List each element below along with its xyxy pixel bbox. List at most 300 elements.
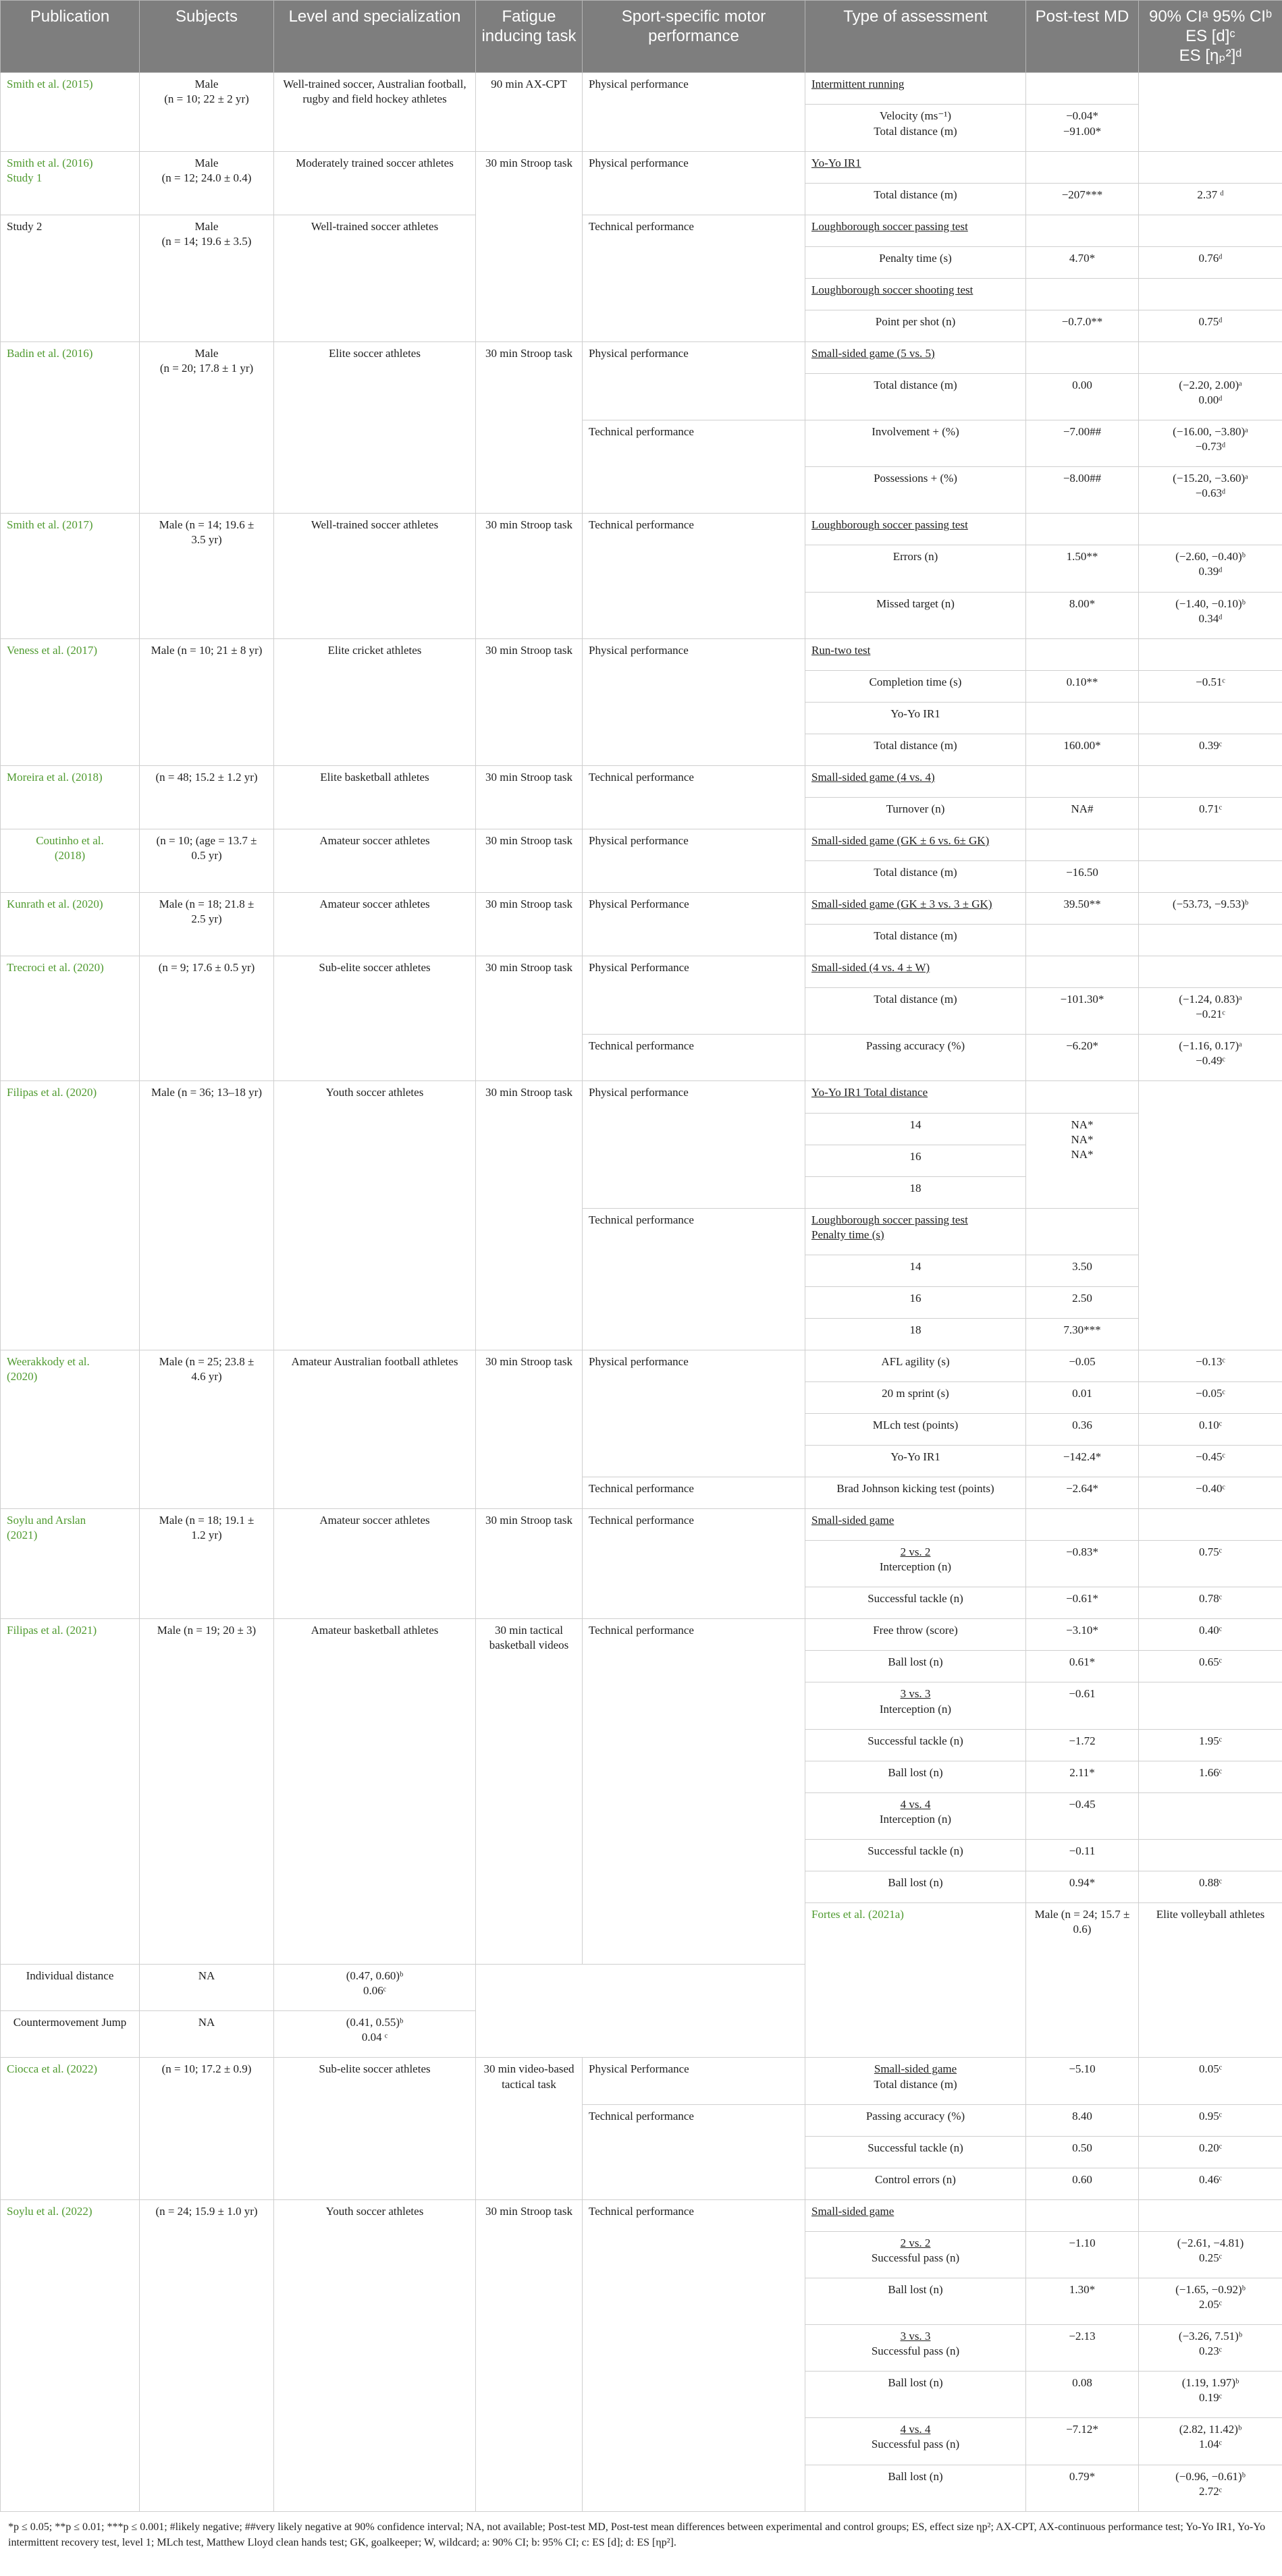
sport-performance-cell: [583, 1035, 805, 1081]
assessment-cell: [805, 860, 1026, 892]
assessment-text: 16: [909, 1149, 922, 1163]
fatigue-task-text: 30 min Stroop task: [485, 1354, 572, 1368]
ci-es-cell: [1139, 514, 1282, 545]
header-level-specialization: Level and specialization: [274, 1, 476, 73]
publication-cell: [1, 1509, 140, 1619]
sport-performance-text: Technical performance: [589, 518, 694, 532]
publication-text: Trecroci et al. (2020): [7, 961, 104, 975]
table-row: [1, 893, 1282, 925]
sport-performance-cell: [583, 638, 805, 765]
assessment-cell: [805, 73, 1026, 105]
ci-es-text: 0.20ᶜ: [1198, 2141, 1223, 2154]
assessment-text: Total distance (m): [874, 929, 957, 943]
ci-es-text: −0.63ᵈ: [1195, 487, 1226, 500]
table-row: [1, 514, 1282, 545]
post-test-md-cell: [1026, 765, 1139, 797]
fatigue-task-text: 30 min Stroop task: [485, 156, 572, 169]
post-test-md-text: −0.45: [1069, 1797, 1096, 1811]
post-test-md-text: −0.61: [1069, 1687, 1096, 1701]
fatigue-task-cell: [476, 1350, 583, 1508]
subjects-text: Male: [194, 156, 219, 169]
post-test-md-text: −7.12*: [1066, 2423, 1098, 2436]
post-test-md-cell: [1026, 73, 1139, 105]
publication-cell: [1, 1350, 140, 1508]
assessment-text: Errors (n): [892, 550, 938, 564]
post-test-md-cell: [1026, 670, 1139, 702]
publication-text: (2021): [7, 1529, 38, 1542]
assessment-cell: [805, 1477, 1026, 1509]
assessment-text: 14: [909, 1259, 922, 1273]
sport-performance-text: Physical performance: [589, 78, 689, 91]
publication-text: Coutinho et al.: [36, 833, 104, 847]
subjects-text: 0.6): [1073, 1923, 1092, 1936]
assessment-cell: [805, 514, 1026, 545]
ci-es-cell: [1139, 1035, 1282, 1081]
post-test-md-cell: [1026, 1729, 1139, 1761]
sport-performance-text: Technical performance: [589, 1624, 694, 1637]
ci-es-cell: [1139, 1619, 1282, 1651]
publication-text: (2020): [7, 1370, 38, 1383]
level-text: Amateur soccer athletes: [319, 898, 430, 911]
assessment-text: Brad Johnson kicking test (points): [836, 1482, 994, 1496]
fatigue-task-text: 30 min Stroop task: [485, 643, 572, 657]
sport-performance-text: Technical performance: [589, 1482, 694, 1496]
ci-es-text: −0.05ᶜ: [1196, 1386, 1225, 1400]
assessment-text: Loughborough soccer passing test: [811, 518, 968, 532]
ci-es-text: 0.71ᶜ: [1198, 802, 1223, 815]
assessment-text: Total distance (m): [874, 865, 957, 879]
sport-performance-text: Physical performance: [589, 643, 689, 657]
subjects-cell: [140, 341, 274, 513]
assessment-cell: [805, 988, 1026, 1035]
assessment-text: Small-sided game (4 vs. 4): [811, 770, 935, 784]
assessment-cell: [805, 1792, 1026, 1839]
post-test-md-cell: [1026, 1286, 1139, 1318]
post-test-md-cell: [1026, 246, 1139, 278]
assessment-cell: [805, 2199, 1026, 2231]
assessment-text: Small-sided game (5 vs. 5): [811, 346, 935, 360]
post-test-md-text: −0.61*: [1066, 1592, 1098, 1606]
level-text: Amateur soccer athletes: [319, 1514, 430, 1527]
assessment-text: Penalty time (s): [811, 1228, 884, 1241]
ci-es-cell: [1139, 2104, 1282, 2136]
ci-es-text: 0.40ᶜ: [1198, 1624, 1223, 1637]
publication-text: Filipas et al. (2021): [7, 1624, 97, 1637]
ci-es-cell: [1139, 2168, 1282, 2199]
ci-es-cell: [1139, 2058, 1282, 2104]
fatigue-task-cell: [476, 893, 583, 956]
assessment-text: Free throw (score): [873, 1624, 958, 1637]
assessment-text: 3 vs. 3: [900, 1687, 931, 1701]
post-test-md-text: −0.83*: [1066, 1545, 1098, 1559]
publication-cell: [1, 1081, 140, 1350]
post-test-md-cell: [1026, 988, 1139, 1035]
ci-es-cell: [1139, 1587, 1282, 1619]
assessment-cell: [805, 2136, 1026, 2168]
ci-es-cell: [1139, 310, 1282, 341]
subjects-cell: [140, 638, 274, 765]
ci-es-cell: [1139, 734, 1282, 765]
assessment-text: Successful tackle (n): [867, 1844, 963, 1857]
assessment-cell: [805, 1113, 1026, 1145]
ci-es-cell: [1139, 1477, 1282, 1509]
fatigue-task-cell: [476, 73, 583, 151]
post-test-md-text: 1.50**: [1066, 550, 1098, 564]
assessment-cell: [805, 765, 1026, 797]
sport-performance-cell: [583, 73, 805, 151]
assessment-cell: [805, 1839, 1026, 1871]
subjects-cell: [140, 829, 274, 892]
assessment-text: Total distance (m): [874, 124, 957, 138]
ci-es-cell: [1139, 420, 1282, 467]
post-test-md-cell: [1026, 2278, 1139, 2324]
subjects-text: Male (n = 14; 19.6 ±: [159, 518, 255, 532]
post-test-md-cell: [1026, 2058, 1139, 2104]
publication-cell: [1, 2199, 140, 2511]
assessment-text: 2 vs. 2: [900, 2236, 931, 2249]
assessment-cell: [805, 1446, 1026, 1477]
ci-es-text: (−15.20, −3.60)ᵃ: [1173, 472, 1248, 485]
publication-cell: [1, 893, 140, 956]
subjects-text: 2.5 yr): [191, 912, 222, 926]
assessment-text: Total distance (m): [874, 188, 957, 201]
subjects-cell: [1026, 1902, 1139, 2058]
assessment-cell: [805, 1587, 1026, 1619]
fatigue-task-cell: [476, 638, 583, 765]
level-cell: [274, 1619, 476, 1965]
subjects-text: Male (n = 18; 21.8 ±: [159, 898, 255, 911]
sport-performance-cell: [583, 893, 805, 956]
assessment-cell: [805, 1286, 1026, 1318]
post-test-md-cell: [1026, 1761, 1139, 1792]
assessment-cell: [805, 1255, 1026, 1286]
subjects-cell: [140, 514, 274, 638]
post-test-md-text: −207***: [1061, 188, 1103, 201]
assessment-text: MLch test (points): [872, 1419, 959, 1432]
subjects-text: (n = 20; 17.8 ± 1 yr): [159, 361, 254, 375]
fatigue-task-cell: [476, 341, 583, 513]
post-test-md-cell: [1026, 1208, 1139, 1255]
publication-text: Veness et al. (2017): [7, 643, 98, 657]
ci-es-cell: [1139, 860, 1282, 892]
post-test-md-text: NA: [198, 1969, 215, 1983]
assessment-text: Successful tackle (n): [867, 2141, 963, 2154]
assessment-cell: [805, 893, 1026, 925]
post-test-md-text: 0.79*: [1069, 2469, 1096, 2483]
subjects-cell: [140, 215, 274, 341]
ci-es-text: (−1.16, 0.17)ᵃ: [1179, 1039, 1242, 1053]
sport-performance-text: Physical Performance: [589, 2062, 689, 2076]
sport-performance-cell: [583, 215, 805, 341]
fatigue-task-text: 30 min video-based tactical task: [483, 2062, 575, 2091]
sport-performance-text: Technical performance: [589, 1039, 694, 1053]
level-cell: [274, 514, 476, 638]
ci-es-text: 0.75ᵈ: [1198, 314, 1223, 328]
ci-es-text: 0.75ᶜ: [1198, 1545, 1223, 1559]
fatigue-task-cell: [476, 765, 583, 829]
assessment-cell: [1, 2011, 140, 2058]
sport-performance-text: Technical performance: [589, 1514, 694, 1527]
assessment-text: Small-sided game: [874, 2062, 957, 2076]
post-test-md-text: −3.10*: [1066, 1624, 1098, 1637]
table-row: [1, 765, 1282, 797]
ci-es-text: 0.34ᵈ: [1198, 611, 1223, 625]
table-row: [1, 956, 1282, 988]
post-test-md-text: 160.00*: [1063, 738, 1101, 752]
ci-es-text: 2.72ᶜ: [1198, 2484, 1223, 2498]
assessment-text: Interception (n): [879, 1702, 952, 1716]
ci-es-cell: [1139, 2465, 1282, 2511]
sport-performance-text: Physical performance: [589, 346, 689, 360]
publication-text: Moreira et al. (2018): [7, 770, 103, 784]
sport-performance-text: Technical performance: [589, 770, 694, 784]
subjects-cell: [140, 2199, 274, 2511]
assessment-cell: [805, 1414, 1026, 1446]
assessment-cell: [805, 2325, 1026, 2372]
post-test-md-text: −2.13: [1069, 2330, 1096, 2343]
subjects-cell: [140, 1081, 274, 1350]
subjects-text: Male (n = 10; 21 ± 8 yr): [151, 643, 263, 657]
publication-cell: [1, 215, 140, 341]
ci-es-cell: [1139, 1871, 1282, 1902]
post-test-md-cell: [1026, 1541, 1139, 1587]
subjects-text: 3.5 yr): [191, 533, 222, 547]
ci-es-cell: [1139, 373, 1282, 420]
assessment-text: Turnover (n): [886, 802, 945, 815]
subjects-text: Male (n = 36; 13–18 yr): [151, 1086, 262, 1099]
assessment-cell: [805, 2465, 1026, 2511]
ci-es-cell: [1139, 638, 1282, 670]
assessment-text: Ball lost (n): [888, 2376, 943, 2390]
ci-es-cell: [1139, 1446, 1282, 1477]
subjects-cell: [140, 73, 274, 151]
assessment-text: Possessions + (%): [874, 472, 957, 485]
post-test-md-cell: [1026, 2168, 1139, 2199]
sport-performance-cell: [583, 1619, 805, 1965]
sport-performance-cell: [583, 1081, 805, 1208]
post-test-md-text: 1.30*: [1069, 2282, 1096, 2296]
ci-es-cell: [274, 2011, 476, 2058]
ci-es-text: (1.19, 1.97)ᵇ: [1181, 2376, 1239, 2390]
assessment-text: Small-sided (4 vs. 4 ± W): [811, 961, 930, 975]
assessment-text: Successful tackle (n): [867, 1592, 963, 1606]
table-footnote: *p ≤ 0.05; **p ≤ 0.01; ***p ≤ 0.001; #likely negative; ##very likely negative at 90% confidence interval; NA, not available; Post-test MD, Post-test mean differences between experimental and control groups; ES, effect size ηp²; AX-CPT, AX-continuous performance test; Yo-Yo IR1, Yo-Yo intermittent recovery test, level 1; MLch test, Matthew Lloyd clean hands test; GK, goalkeeper; W, wildcard; a: 90% CI; b: 95% CI; c: ES [d]; d: ES [ηp²].: [8, 2521, 1266, 2549]
assessment-text: Successful tackle (n): [867, 1734, 963, 1747]
post-test-md-cell: [1026, 420, 1139, 467]
header-fatigue-task: Fatigue inducing task: [476, 1, 583, 73]
assessment-text: Individual distance: [26, 1969, 114, 1983]
fatigue-task-cell: [476, 514, 583, 638]
post-test-md-text: 8.00*: [1069, 597, 1096, 610]
post-test-md-text: 0.08: [1072, 2376, 1092, 2390]
ci-es-cell: [1139, 797, 1282, 829]
table-row: [1, 73, 1282, 105]
ci-es-text: 0.04 ᶜ: [361, 2031, 388, 2044]
assessment-text: 20 m sprint (s): [882, 1386, 949, 1400]
post-test-md-text: −0.05: [1069, 1354, 1096, 1368]
ci-es-cell: [1139, 1651, 1282, 1682]
assessment-cell: [805, 1035, 1026, 1081]
assessment-text: Ball lost (n): [888, 1765, 943, 1779]
fatigue-task-text: 30 min Stroop task: [485, 518, 572, 532]
post-test-md-text: −1.10: [1069, 2236, 1096, 2249]
ci-es-cell: [1139, 1414, 1282, 1446]
ci-es-text: 0.78ᶜ: [1198, 1592, 1223, 1606]
sport-performance-cell: [583, 1208, 805, 1350]
assessment-text: Total distance (m): [874, 993, 957, 1006]
ci-es-text: (−0.96, −0.61)ᵇ: [1175, 2469, 1246, 2483]
assessment-cell: [1, 1965, 140, 2011]
publication-text: Soylu et al. (2022): [7, 2204, 92, 2218]
subjects-text: (n = 10; 17.2 ± 0.9): [161, 2062, 252, 2076]
subjects-cell: [140, 893, 274, 956]
subjects-text: (n = 10; 22 ± 2 yr): [164, 92, 249, 106]
assessment-text: 4 vs. 4: [900, 1797, 931, 1811]
assessment-cell: [805, 341, 1026, 373]
post-test-md-cell: [1026, 956, 1139, 988]
post-test-md-cell: [1026, 1414, 1139, 1446]
fatigue-task-cell: [476, 2058, 583, 2199]
sport-performance-cell: [583, 2199, 805, 2511]
assessment-text: 14: [909, 1118, 922, 1131]
assessment-cell: [805, 2058, 1026, 2104]
assessment-text: Control errors (n): [875, 2172, 956, 2186]
post-test-md-text: 0.94*: [1069, 1875, 1096, 1889]
assessment-cell: [805, 956, 1026, 988]
sport-performance-cell: [583, 2058, 805, 2104]
table-row: [1, 151, 1282, 183]
level-text: Elite cricket athletes: [327, 643, 422, 657]
publication-text: Smith et al. (2015): [7, 78, 93, 91]
publication-text: Weerakkody et al.: [7, 1354, 90, 1368]
fatigue-task-text: 30 min Stroop task: [485, 770, 572, 784]
post-test-md-text: −0.04*: [1066, 109, 1098, 123]
level-cell: [274, 893, 476, 956]
table-row: [1, 1081, 1282, 1113]
sport-performance-cell: [583, 1509, 805, 1619]
level-text: Well-trained soccer, Australian football, rugby and field hockey athletes: [283, 78, 466, 106]
post-test-md-cell: [1026, 151, 1139, 183]
header-post-test-md: Post-test MD: [1026, 1, 1139, 73]
ci-es-cell: [1139, 246, 1282, 278]
post-test-md-text: −0.11: [1069, 1844, 1096, 1857]
post-test-md-cell: [1026, 1035, 1139, 1081]
assessment-cell: [805, 1081, 1026, 1113]
post-test-md-cell: [1026, 702, 1139, 734]
assessment-cell: [805, 105, 1026, 151]
post-test-md-cell: [1026, 2372, 1139, 2418]
sport-performance-cell: [583, 2104, 805, 2199]
subjects-text: Male: [194, 346, 219, 360]
post-test-md-cell: [1026, 373, 1139, 420]
assessment-cell: [805, 1509, 1026, 1541]
ci-es-cell: [1139, 1541, 1282, 1587]
level-cell: [274, 151, 476, 215]
assessment-cell: [805, 151, 1026, 183]
fatigue-task-text: 30 min Stroop task: [485, 1086, 572, 1099]
sport-performance-cell: [583, 341, 805, 420]
ci-es-cell: [1139, 1792, 1282, 1839]
assessment-cell: [805, 1619, 1026, 1651]
post-test-md-text: −101.30*: [1060, 993, 1104, 1006]
ci-es-text: (−2.20, 2.00)ᵃ: [1179, 378, 1242, 391]
header-es-eta-line: ES [ηₚ²]ᵈ: [1179, 46, 1242, 65]
post-test-md-cell: [1026, 1587, 1139, 1619]
subjects-text: (n = 9; 17.6 ± 0.5 yr): [158, 961, 255, 975]
subjects-cell: [140, 956, 274, 1081]
fatigue-task-text: 30 min Stroop task: [485, 833, 572, 847]
post-test-md-text: −16.50: [1066, 865, 1098, 879]
publication-cell: [1, 514, 140, 638]
assessment-text: Intermittent running: [811, 78, 905, 91]
ci-es-text: −0.13ᶜ: [1196, 1354, 1225, 1368]
sport-performance-text: Physical performance: [589, 1354, 689, 1368]
assessment-text: Successful pass (n): [871, 2251, 960, 2264]
level-text: Sub-elite soccer athletes: [319, 2062, 431, 2076]
assessment-cell: [805, 797, 1026, 829]
sport-performance-cell: [583, 151, 805, 215]
table-row: [1, 829, 1282, 860]
ci-es-cell: [1139, 1381, 1282, 1413]
post-test-md-cell: [1026, 341, 1139, 373]
assessment-cell: [805, 467, 1026, 514]
post-test-md-cell: [1026, 1509, 1139, 1541]
fatigue-task-cell: [476, 151, 583, 341]
ci-es-cell: [1139, 215, 1282, 246]
ci-es-text: 0.00ᵈ: [1198, 393, 1223, 406]
sport-performance-text: Physical Performance: [589, 898, 689, 911]
ci-es-text: (−3.26, 7.51)ᵇ: [1178, 2330, 1243, 2343]
fatigue-task-text: 30 min Stroop task: [485, 2204, 572, 2218]
table-row: [1, 2199, 1282, 2231]
ci-es-text: 0.25ᶜ: [1198, 2251, 1223, 2264]
assessment-cell: [805, 545, 1026, 592]
subjects-cell: [140, 151, 274, 215]
ci-es-text: −0.45ᶜ: [1196, 1450, 1225, 1464]
publication-text: Smith et al. (2017): [7, 518, 93, 532]
post-test-md-text: −1.72: [1069, 1734, 1096, 1747]
post-test-md-text: NA*: [1071, 1132, 1094, 1146]
assessment-cell: [805, 278, 1026, 310]
subjects-text: 1.2 yr): [191, 1529, 222, 1542]
ci-es-text: 0.10ᶜ: [1198, 1419, 1223, 1432]
publication-text: Fortes et al. (2021a): [811, 1907, 904, 1921]
assessment-text: 18: [909, 1323, 922, 1336]
publication-cell: [1, 73, 140, 151]
assessment-cell: [805, 215, 1026, 246]
post-test-md-text: NA#: [1071, 802, 1094, 815]
assessment-text: Involvement + (%): [872, 425, 959, 439]
level-text: Amateur soccer athletes: [319, 833, 430, 847]
ci-es-text: (−2.61, −4.81): [1177, 2236, 1244, 2249]
subjects-text: (n = 24; 15.9 ± 1.0 yr): [155, 2204, 258, 2218]
assessment-cell: [805, 1176, 1026, 1208]
assessment-text: Small-sided game: [811, 1514, 894, 1527]
post-test-md-cell: [1026, 514, 1139, 545]
post-test-md-cell: [1026, 2231, 1139, 2278]
table-body: [1, 73, 1282, 2511]
fatigue-task-text: 30 min Stroop task: [485, 346, 572, 360]
ci-es-cell: [1139, 1350, 1282, 1381]
level-cell: [274, 1081, 476, 1350]
ci-es-text: 0.23ᶜ: [1198, 2345, 1223, 2358]
assessment-cell: [805, 2372, 1026, 2418]
ci-es-text: 0.95ᶜ: [1198, 2109, 1223, 2122]
level-cell: [274, 765, 476, 829]
assessment-cell: [805, 1729, 1026, 1761]
publication-text: (2018): [54, 849, 86, 862]
publication-cell: [1, 2058, 140, 2199]
